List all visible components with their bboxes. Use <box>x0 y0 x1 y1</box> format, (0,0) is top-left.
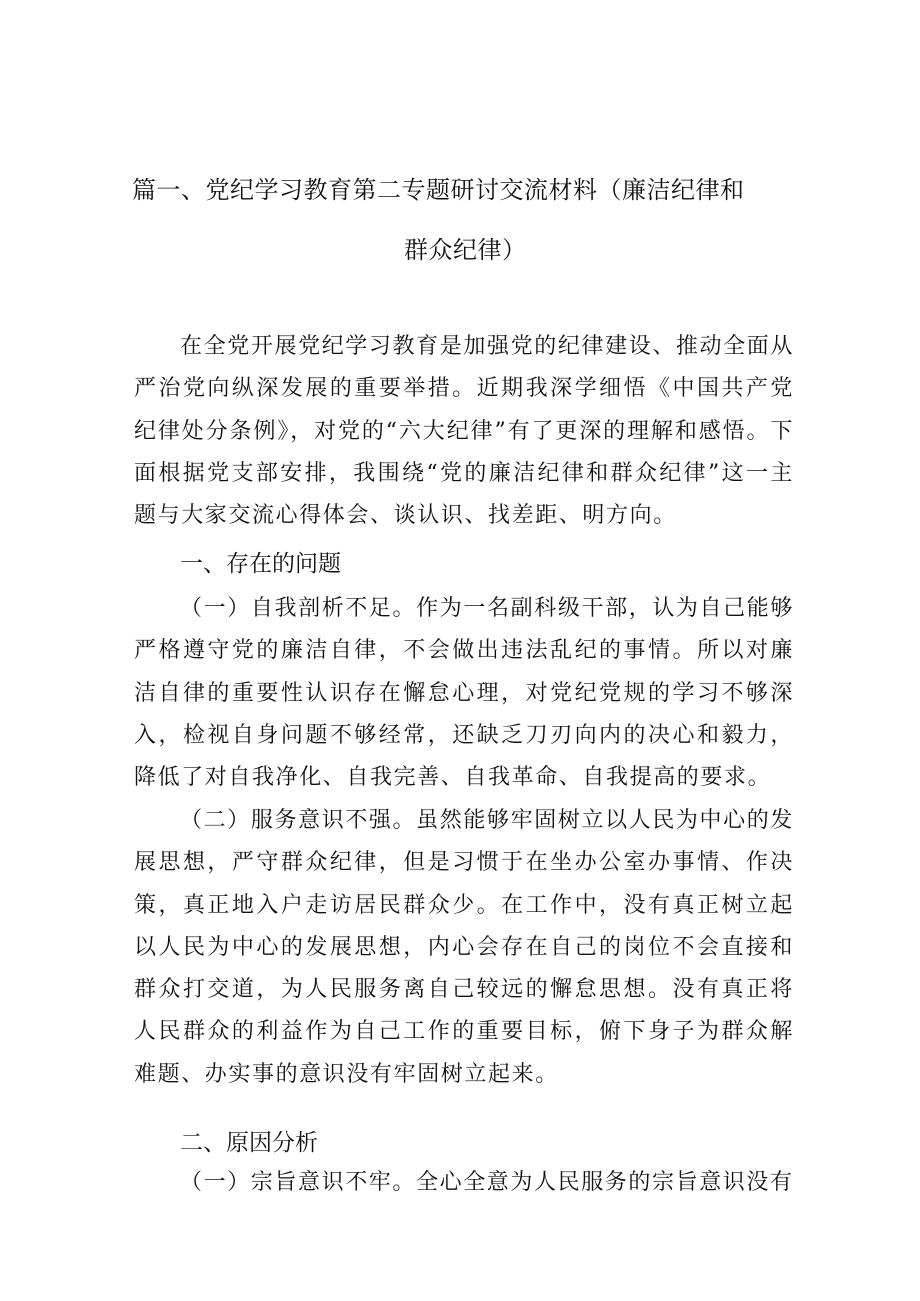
section2-heading: 二、原因分析 <box>180 1130 318 1156</box>
intro-paragraph: 在全党开展党纪学习教育是加强党的纪律建设、推动全面从严治党向纵深发展的重要举措。近期我深学细悟《中国共产党纪律处分条例》，对党的“六大纪律”有了更深的理解和感悟。下面根据党支部安排，我围绕“党的廉洁纪律和群众纪律”这一主题与大家交流心得体会、谈认识、找差距、明方向。 <box>134 334 794 529</box>
document-title-line2: 群众纪律） <box>404 236 527 264</box>
document-title-line1: 篇一、党纪学习教育第二专题研讨交流材料（廉洁纪律和 <box>132 176 745 204</box>
section1-item2-paragraph: （二）服务意识不强。虽然能够牢固树立以人民为中心的发展思想，严守群众纪律，但是习惯于在坐办公室办事情、作决策，真正地入户走访居民群众少。在工作中，没有真正树立起以人民为中心的发展思想，内心会存在自己的岗位不会直接和群众打交道，为人民服务离自己较远的懈怠思想。没有真正将人民群众的利益作为自己工作的重要目标，俯下身子为群众解难题、办实事的意识没有牢固树立起来。 <box>134 808 794 1087</box>
section2-item1-paragraph: （一）宗旨意识不牢。全心全意为人民服务的宗旨意识没有 <box>180 1170 794 1195</box>
section1-heading: 一、存在的问题 <box>180 551 341 577</box>
section1-item1-paragraph: （一）自我剖析不足。作为一名副科级干部，认为自己能够严格遵守党的廉洁自律，不会做出违法乱纪的事情。所以对廉洁自律的重要性认识存在懈怠心理，对党纪党规的学习不够深入，检视自身问题不够经常，还缺乏刀刃向内的决心和毅力，降低了对自我净化、自我完善、自我革命、自我提高的要求。 <box>134 596 794 791</box>
